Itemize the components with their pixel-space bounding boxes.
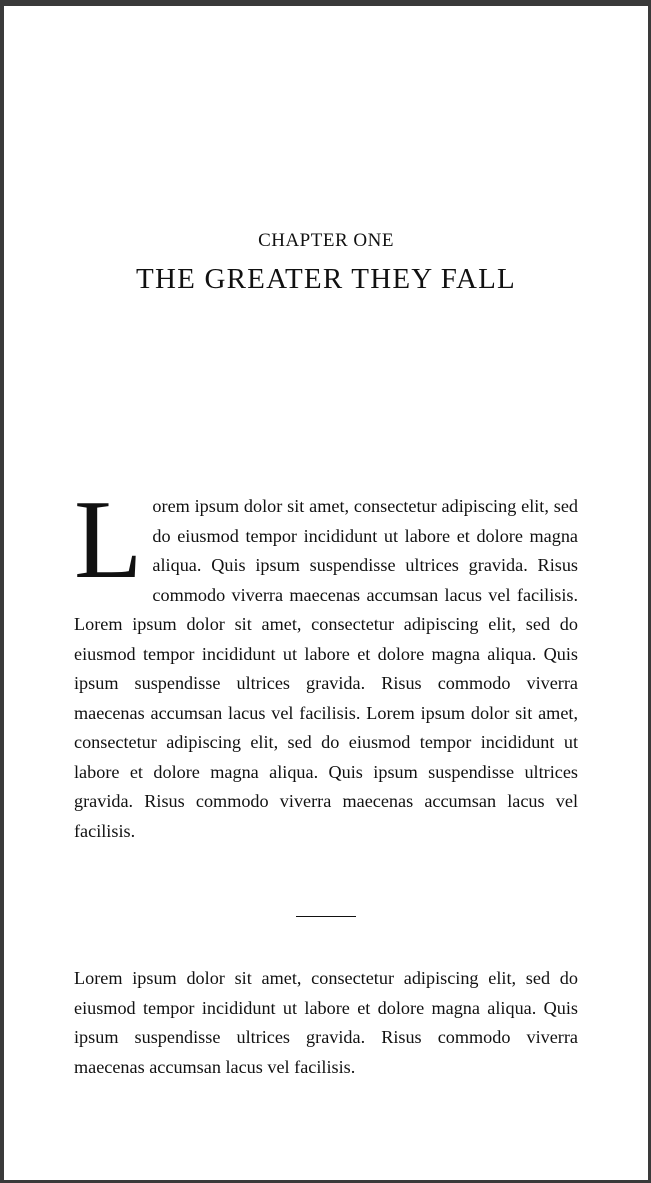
paragraph-first xyxy=(74,478,578,846)
book-page xyxy=(4,6,648,1180)
chapter-title: THE GREATER THEY FALL xyxy=(136,263,516,295)
paragraph-first-text: orem ipsum dolor sit amet, consectetur adipiscing elit, sed do eiusmod tempor incididunt ut labore et dolore magna aliqua. Quis ipsum suspendisse ultrices gravida. Risus commodo viverra maecenas accumsan lacus vel facilisis. Lorem ipsum dolor sit amet, consectetur adipiscing elit, sed do eiusmod tempor incididunt ut labore et dolore magna aliqua. Quis ipsum suspendisse ultrices gravida. Risus commodo viverra maecenas accumsan lacus vel facilisis. Lorem ipsum dolor sit amet, consectetur adipiscing elit, sed do eiusmod tempor incididunt ut labore et dolore magna aliqua. Quis ipsum suspendisse ultrices gravida. Risus commodo viverra maecenas accumsan lacus vel facilisis. xyxy=(74,496,578,841)
scene-break-divider xyxy=(296,916,356,917)
paragraph-second: Lorem ipsum dolor sit amet, consectetur adipiscing elit, sed do eiusmod tempor incididunt ut labore et dolore magna aliqua. Quis ipsum suspendisse ultrices gravida. Risus commodo viverra maecenas accumsan lacus vel facilisis. xyxy=(74,968,578,1077)
chapter-label: CHAPTER ONE xyxy=(258,230,394,251)
drop-cap: L xyxy=(74,478,143,602)
